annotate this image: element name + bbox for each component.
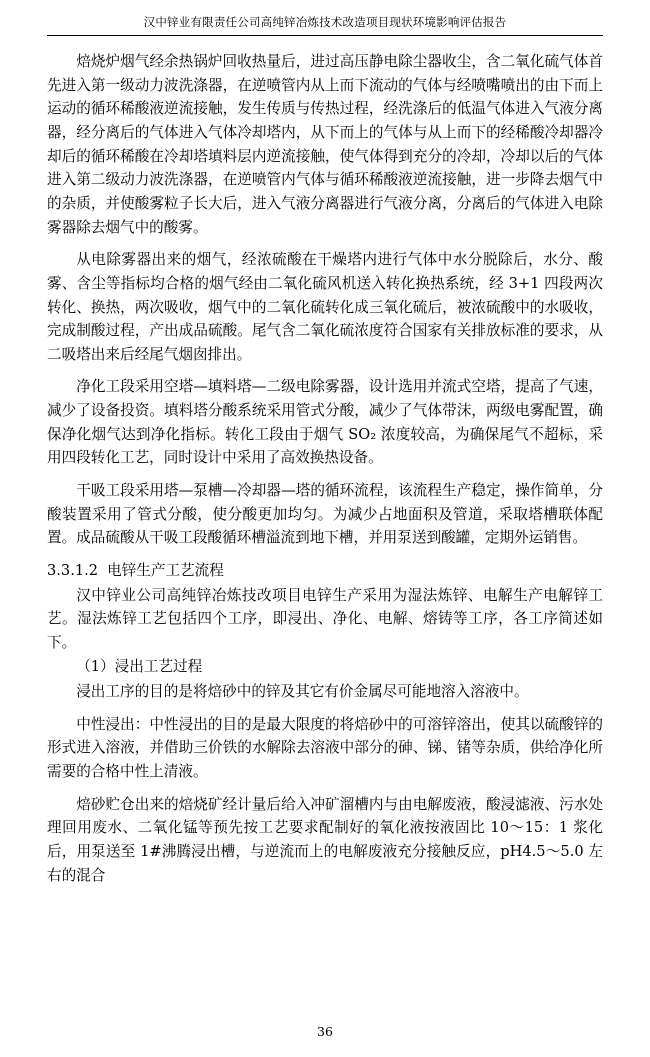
section-number: 3.3.1.2 — [47, 561, 99, 579]
page-header — [47, 14, 603, 35]
paragraph: 汉中锌业公司高纯锌冶炼技改项目电锌生产采用为湿法炼锌、电解生产电解锌工艺。湿法炼锌工艺包括四个工序，即浸出、净化、电解、熔铸等工序，各工序简述如下。 — [47, 586, 603, 651]
paragraph: （1）浸出工艺过程 — [76, 658, 203, 676]
section-title: 电锌生产工艺流程 — [107, 561, 224, 579]
paragraph: 焙烧炉烟气经余热锅炉回收热量后，进过高压静电除尘器收尘，含二氧化硫气体首先进入第一级动力波洗涤器，在逆喷管内从上而下流动的气体与经喷嘴喷出的由下而上运动的循环稀酸液逆流接触，发生传质与传热过程，经洗涤后的低温气体进入气液分离器，经分离后的气体进入气体冷却塔内，从下而上的气体与从上而下的经稀酸冷却器冷却后的循环稀酸在冷却塔填料层内逆流接触，使气体得到充分的冷却，冷却以后的气体进入第二级动力波洗涤器，在逆喷管内气体与循环稀酸液逆流接触，进一步降去烟气中的杂质，并使酸雾粒子长大后，进入气液分离器进行气液分离，分离后的气体进入电除雾器除去烟气中的酸雾。 — [47, 53, 603, 236]
section-heading — [47, 559, 603, 583]
paragraph: 焙砂贮仓出来的焙烧矿经计量后给入冲矿溜槽内与由电解废液，酸浸滤液、污水处理回用废水、二氧化锰等预先按工艺要求配制好的氧化液按液固比 10～15：1 浆化后，用泵送至 1#沸腾浸出槽，与逆流而上的电解废液充分接触反应，pH4.5～5.0 左右的混合 — [47, 795, 603, 884]
header-title: 汉中锌业有限责任公司高纯锌冶炼技术改造项目现状环境影响评估报告 — [143, 15, 507, 29]
page-footer — [0, 1024, 650, 1039]
paragraph: 净化工段采用空塔—填料塔—二级电除雾器，设计选用并流式空塔，提高了气速，减少了设备投资。填料塔分酸系统采用管式分酸，减少了气体带沫，两级电雾配置，确保净化烟气达到净化指标。转化工段由于烟气 SO₂ 浓度较高，为确保尾气不超标，采用四段转化工艺，同时设计中采用了高效换热设备。 — [47, 378, 603, 467]
paragraph: 干吸工段采用塔—泵槽—冷却器—塔的循环流程，该流程生产稳定，操作简单，分酸装置采用了管式分酸，使分酸更加均匀。为减少占地面积及管道，采取塔槽联体配置。成品硫酸从干吸工段酸循环槽溢流到地下槽，并用泵送到酸罐，定期外运销售。 — [47, 481, 603, 547]
paragraph: 浸出工序的目的是将焙砂中的锌及其它有价金属尽可能地溶入溶液中。 — [76, 683, 529, 701]
page-content — [47, 50, 603, 887]
page-number: 36 — [317, 1024, 333, 1039]
paragraph: 中性浸出：中性浸出的目的是最大限度的将焙砂中的可溶锌溶出，使其以硫酸锌的形式进入溶液，并借助三价铁的水解除去溶液中部分的砷、锑、锗等杂质，供给净化所需要的合格中性上清液。 — [47, 715, 603, 781]
header-divider — [47, 35, 603, 36]
paragraph: 从电除雾器出来的烟气，经浓硫酸在干燥塔内进行气体中水分脱除后，水分、酸雾、含尘等指标均合格的烟气经由二氧化硫风机送入转化换热系统，经 3+1 四段两次转化、换热，两次吸收，烟气中的二氧化硫转化成三氧化硫后，被浓硫酸中的水吸收，完成制酸过程，产出成品硫酸。尾气含二氧化硫浓度符合国家有关排放标准的要求，从二吸塔出来后经尾气烟囱排出。 — [47, 251, 603, 363]
